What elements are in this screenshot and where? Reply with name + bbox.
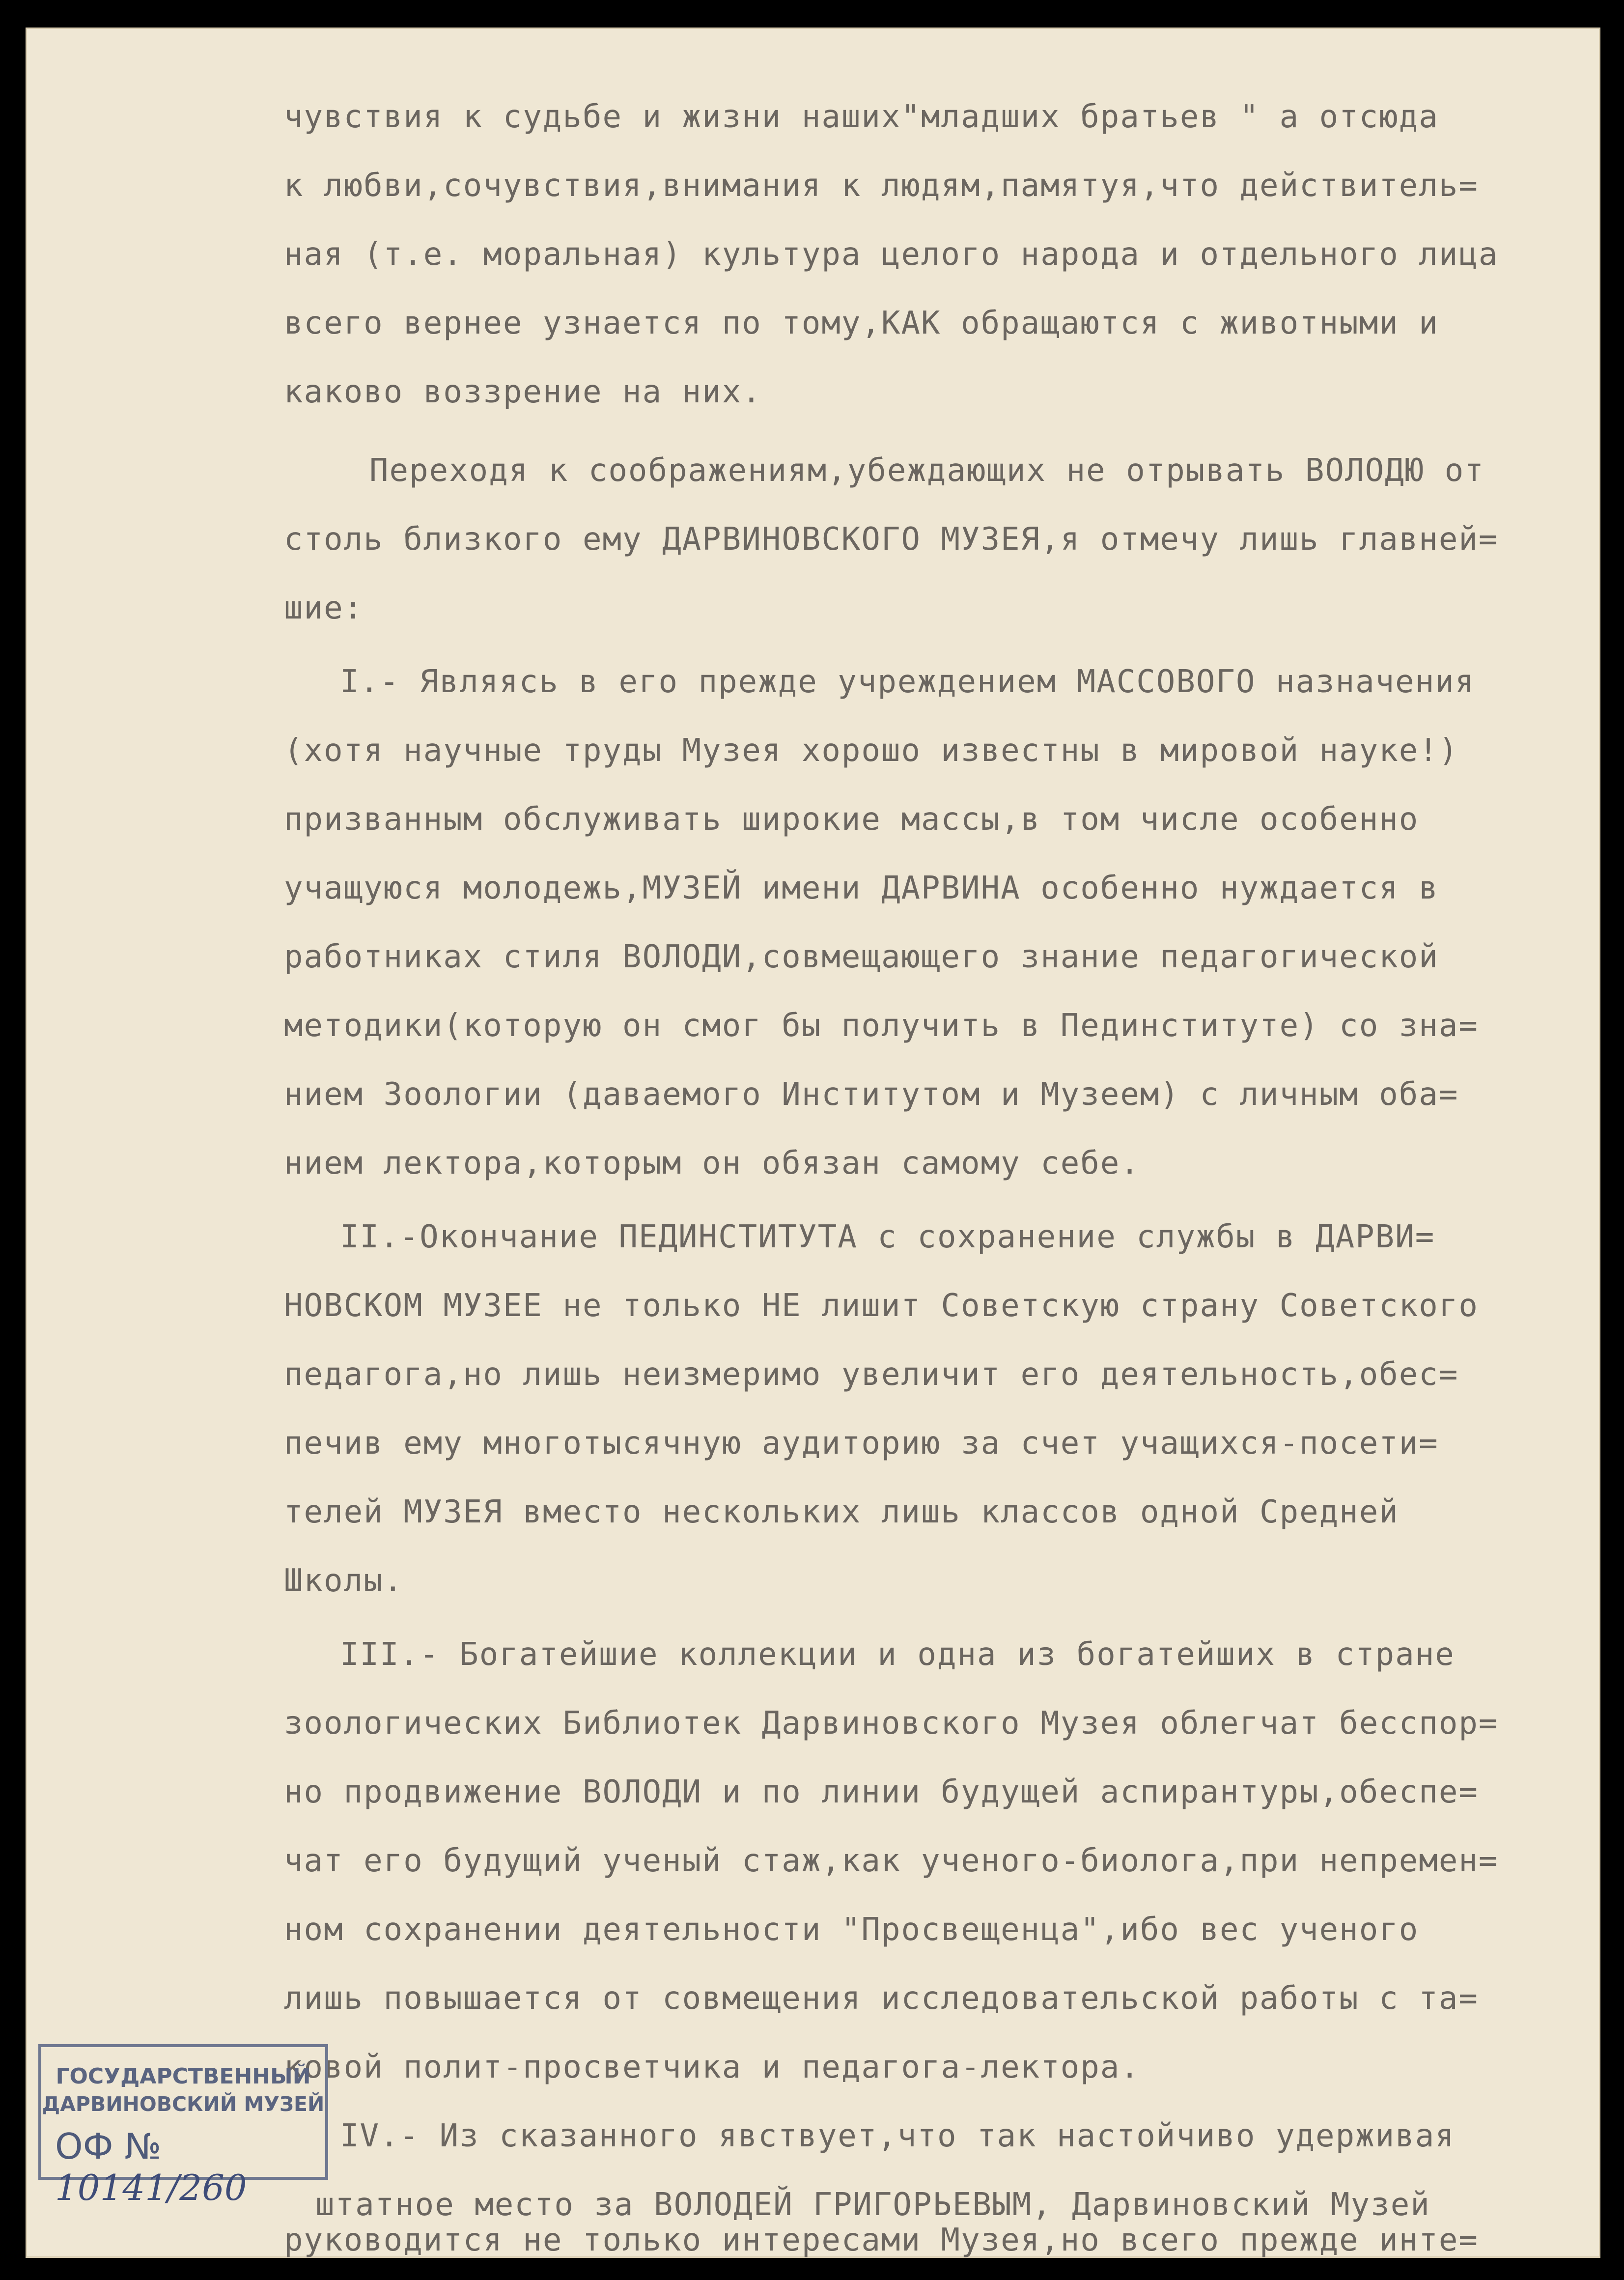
text-line: печив ему многотысячную аудиторию за счет учащихся-посети= [284,1425,1439,1462]
text-line: (хотя научные труды Музея хорошо известны в мировой науке!) [284,732,1459,769]
text-line: всего вернее узнается по тому,КАК обращаются с животными и [284,305,1439,341]
stamp-line-1: ГОСУДАРСТВЕННЫЙ [56,2064,311,2089]
text-line: столь близкого ему ДАРВИНОВСКОГО МУЗЕЯ,я отмечу лишь главней= [284,521,1499,558]
stamp-prefix: ОФ № [55,2126,162,2167]
text-line: ковой полит-просветчика и педагога-лектора. [284,2049,1140,2085]
text-line: телей МУЗЕЯ вместо нескольких лишь классов одной Средней [284,1494,1399,1530]
stamp-inventory-number [55,2126,325,2208]
text-line: педагога,но лишь неизмеримо увеличит его деятельность,обес= [284,1356,1459,1393]
text-line: к любви,сочувствия,внимания к людям,памятуя,что действитель= [284,168,1479,204]
text-line: призванным обслуживать широкие массы,в том числе особенно [284,801,1419,838]
text-line: методики(которую он смог бы получить в Пединституте) со зна= [284,1008,1479,1044]
text-line: чувствия к судьбе и жизни наших"младших братьев " а отсюда [284,99,1439,135]
text-line: ном сохранении деятельности "Просвещенца",ибо вес ученого [284,1912,1419,1948]
text-line: II.-Окончание ПЕДИНСТИТУТА с сохранение службы в ДАРВИ= [340,1219,1435,1255]
stamp-handwritten-number: 10141/260 [55,2167,247,2208]
text-line: НОВСКОМ МУЗЕЕ не только НЕ лишит Советскую страну Советского [284,1288,1479,1324]
text-line: каково воззрение на них. [284,374,762,410]
museum-inventory-stamp [38,2044,328,2208]
text-line: но продвижение ВОЛОДИ и по линии будущей аспирантуры,обеспе= [284,1774,1479,1810]
text-line: ная (т.е. моральная) культура целого народа и отдельного лица [284,236,1499,273]
text-line: нием лектора,которым он обязан самому себе. [284,1145,1140,1182]
text-line: лишь повышается от совмещения исследовательской работы с та= [284,1980,1479,2017]
text-line: шие: [284,590,364,626]
stamp-line-2: ДАРВИНОВСКИЙ МУЗЕЙ [42,2092,325,2116]
text-line: работниках стиля ВОЛОДИ,совмещающего знание педагогической [284,939,1439,975]
document-page [26,28,1600,2258]
text-line: зоологических Библиотек Дарвиновского Музея облегчат бесспор= [284,1705,1499,1742]
text-line: Школы. [284,1563,404,1599]
text-line: штатное место за ВОЛОДЕЙ ГРИГОРЬЕВЫМ, Дарвиновский Музей [315,2187,1430,2223]
text-line: чат его будущий ученый стаж,как ученого-биолога,при непремен= [284,1843,1499,1879]
text-line: учащуюся молодежь,МУЗЕЙ имени ДАРВИНА особенно нуждается в [284,870,1439,906]
text-line: руководится не только интересами Музея,но всего прежде инте= [284,2222,1479,2258]
text-line: Переходя к соображениям,убеждающих не отрывать ВОЛОДЮ от [369,452,1484,489]
text-line: I.- Являясь в его прежде учреждением МАССОВОГО назначения [340,664,1475,700]
text-line: нием Зоологии (даваемого Институтом и Музеем) с личным оба= [284,1076,1459,1113]
text-line: III.- Богатейшие коллекции и одна из богатейших в стране [340,1636,1455,1673]
text-line: IV.- Из сказанного явствует,что так настойчиво удерживая [340,2118,1455,2154]
